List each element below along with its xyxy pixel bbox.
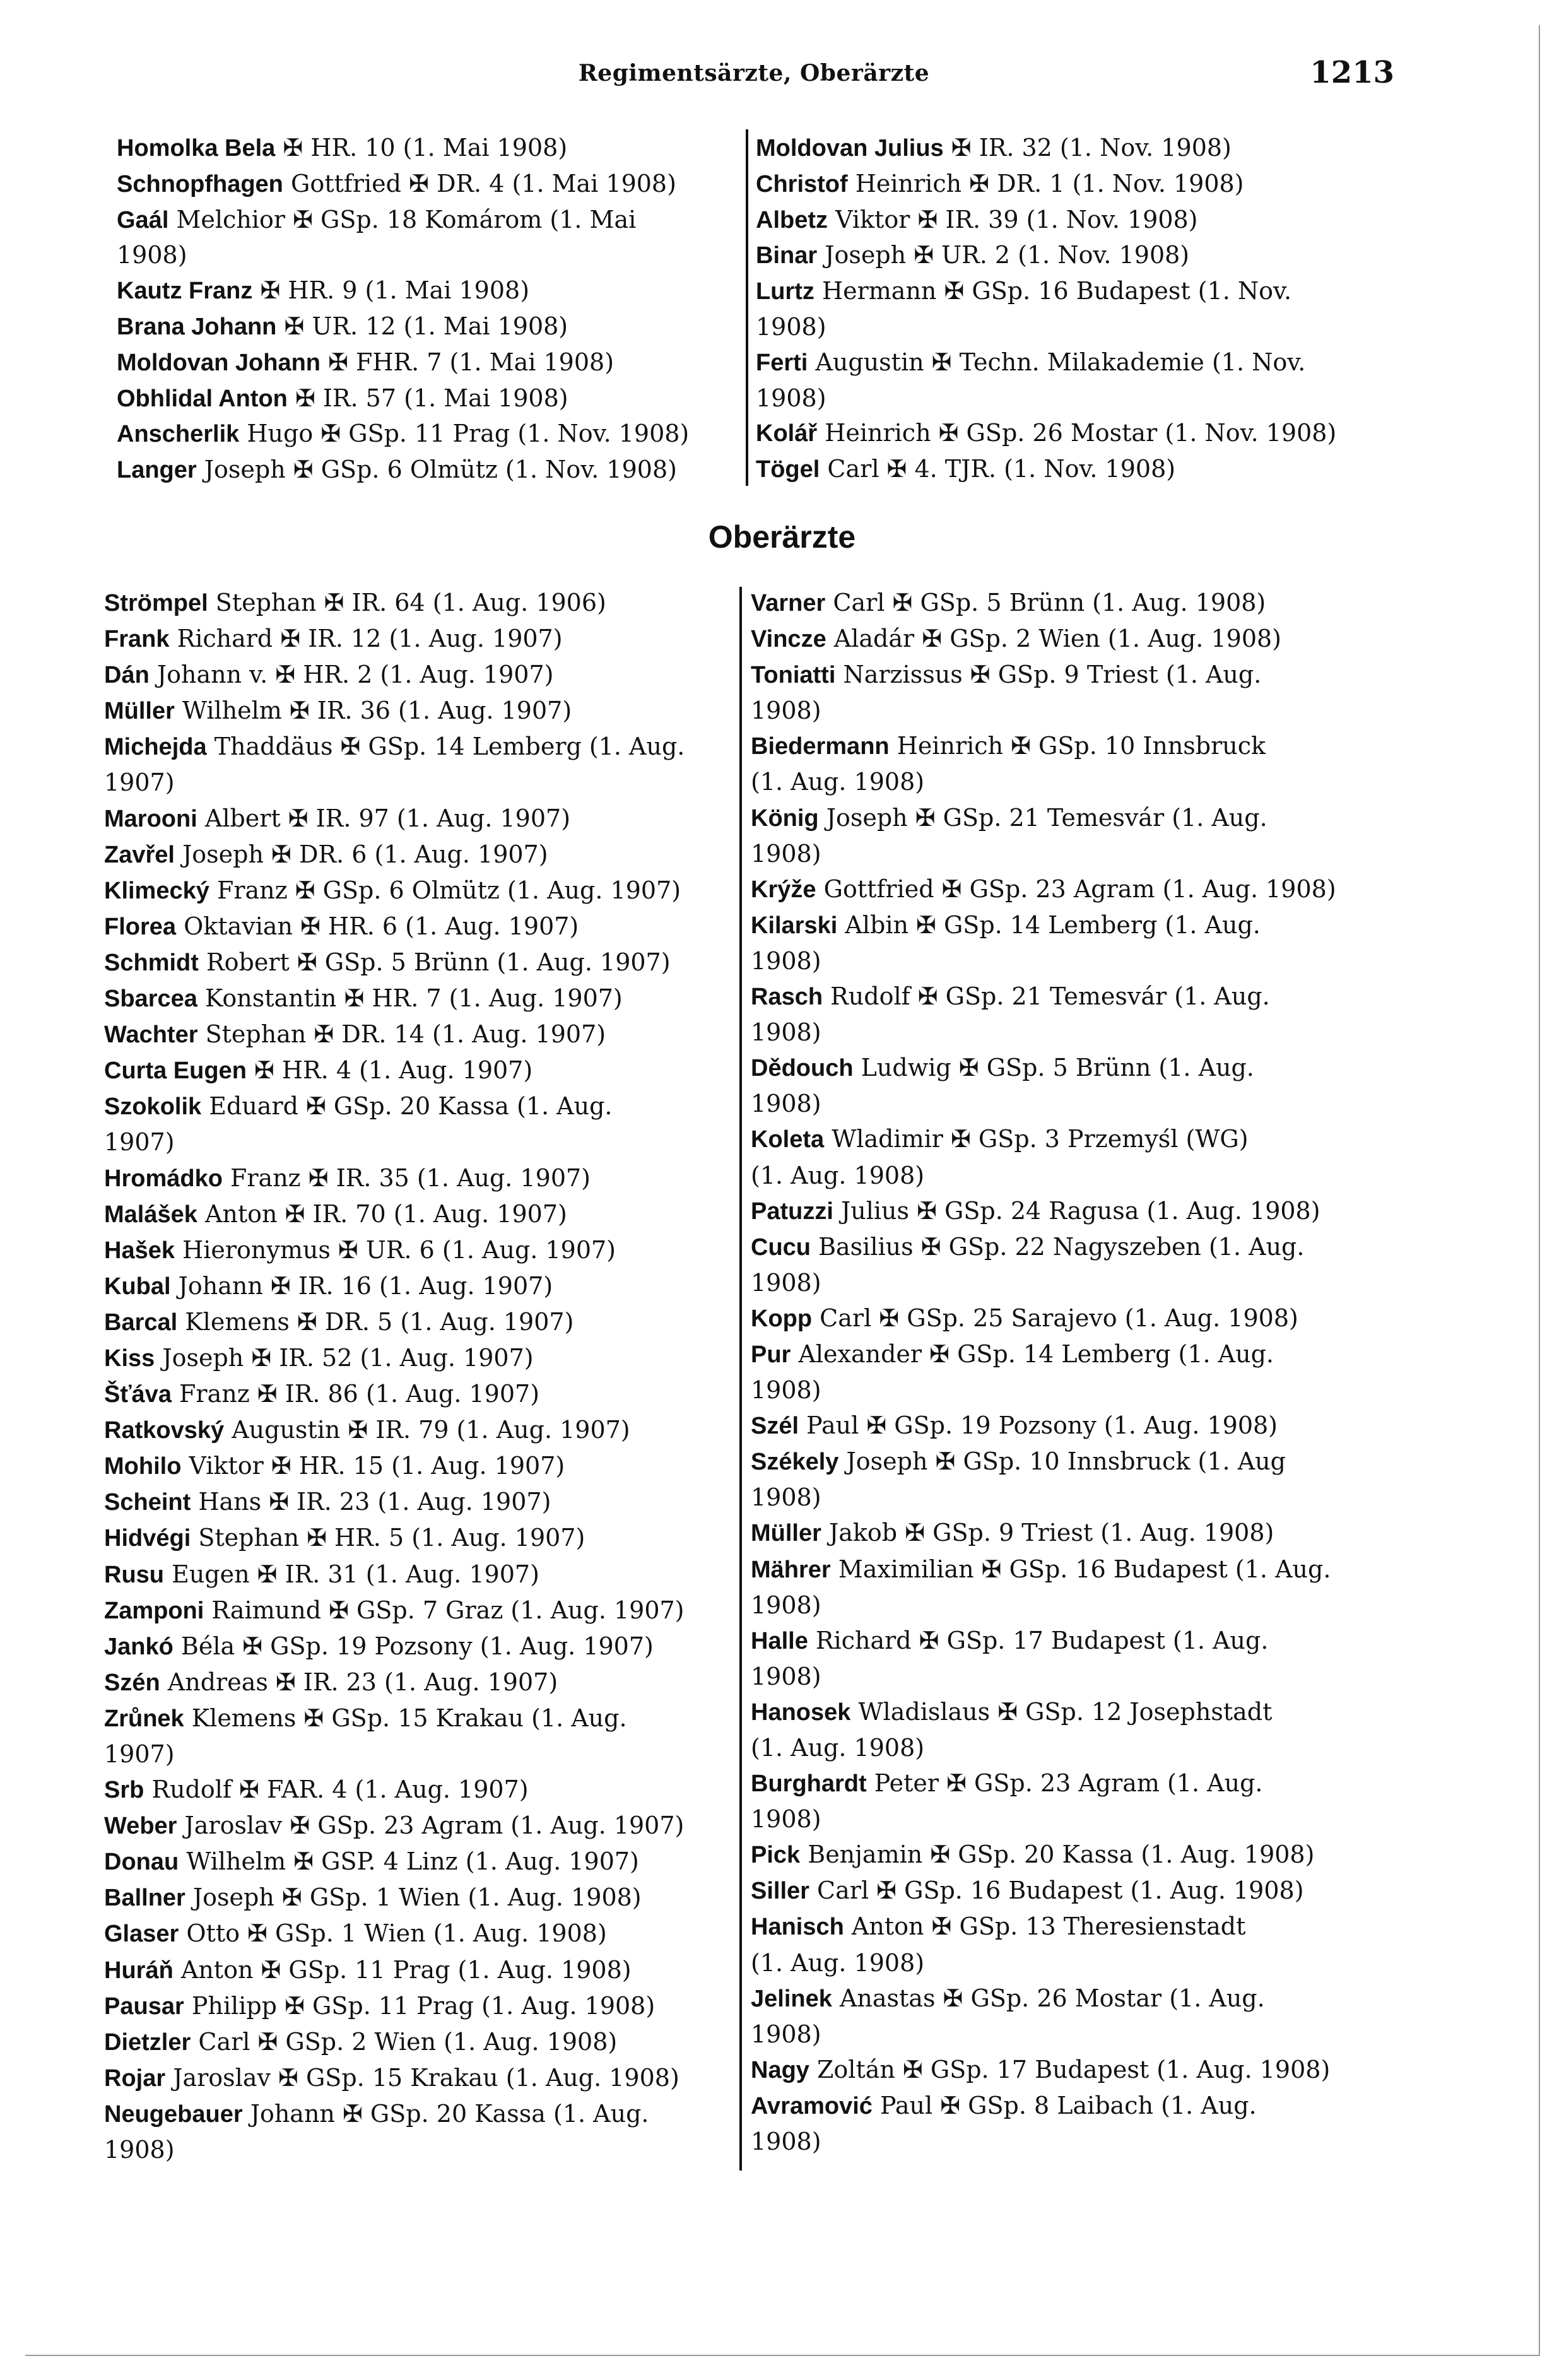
list-item xyxy=(117,452,738,488)
entry-continuation: 1908) xyxy=(756,312,826,341)
list-item xyxy=(751,1444,1397,1480)
entry-continuation: 1908) xyxy=(751,2020,821,2048)
officer-details: Otto ✠ GSp. 1 Wien (1. Aug. 1908) xyxy=(186,1919,607,1948)
entry-continuation: 1907) xyxy=(104,1128,175,1157)
officer-name: Müller xyxy=(104,698,175,725)
officer-name: Wachter xyxy=(104,1022,198,1049)
officer-details: Heinrich ✠ GSp. 10 Innsbruck xyxy=(897,732,1266,760)
officer-name: König xyxy=(751,804,819,832)
officer-details: ✠ HR. 4 (1. Aug. 1907) xyxy=(254,1056,533,1085)
officer-details: Gottfried ✠ GSp. 23 Agram (1. Aug. 1908) xyxy=(823,875,1336,903)
list-item xyxy=(104,909,735,945)
list-item xyxy=(104,1448,735,1484)
entry-continuation: 1907) xyxy=(104,769,175,797)
officer-name: Hanisch xyxy=(751,1914,844,1941)
officer-name: Toniatti xyxy=(751,662,836,689)
list-item xyxy=(756,345,1396,381)
list-item xyxy=(104,729,735,765)
officer-name: Kopp xyxy=(751,1305,813,1332)
page-header xyxy=(114,55,1394,104)
officer-details: Carl ✠ 4. TJR. (1. Nov. 1908) xyxy=(827,455,1176,483)
list-item xyxy=(751,1229,1397,1265)
list-item xyxy=(104,1772,735,1808)
officer-details: Alexander ✠ GSp. 14 Lemberg (1. Aug. xyxy=(798,1340,1274,1368)
officer-name: Rojar xyxy=(104,2065,166,2092)
officer-details: Johann v. ✠ HR. 2 (1. Aug. 1907) xyxy=(156,661,554,689)
officer-name: Weber xyxy=(104,1813,177,1840)
officer-name: Dědouch xyxy=(751,1055,854,1082)
officer-details: Paul ✠ GSp. 19 Pozsony (1. Aug. 1908) xyxy=(806,1411,1278,1440)
officer-name: Jelinek xyxy=(751,1985,832,2012)
officer-name: Cucu xyxy=(751,1234,811,1261)
officer-name: Biedermann xyxy=(751,733,890,760)
officer-details: Anton ✠ GSp. 11 Prag (1. Aug. 1908) xyxy=(180,1955,632,1984)
officer-name: Székely xyxy=(751,1449,839,1476)
officer-name: Schmidt xyxy=(104,949,199,976)
officer-name: Ratkovský xyxy=(104,1417,225,1444)
entry-continuation: 1908) xyxy=(751,1090,821,1118)
officer-details: Paul ✠ GSp. 8 Laibach (1. Aug. xyxy=(880,2091,1257,2119)
regimentsaerzte-column-left xyxy=(117,131,738,488)
officer-name: Neugebauer xyxy=(104,2100,243,2128)
officer-details: Hugo ✠ GSp. 11 Prag (1. Nov. 1908) xyxy=(247,420,690,448)
officer-details: Rudolf ✠ FAR. 4 (1. Aug. 1907) xyxy=(151,1776,529,1804)
entry-continuation: 1908) xyxy=(751,946,821,975)
oberaerzte-column-right xyxy=(751,585,1397,2159)
officer-name: Klimecký xyxy=(104,877,209,904)
officer-details: Andreas ✠ IR. 23 (1. Aug. 1907) xyxy=(167,1668,558,1696)
officer-name: Michejda xyxy=(104,734,207,761)
officer-name: Burghardt xyxy=(751,1770,867,1798)
officer-name: Dán xyxy=(104,662,150,689)
officer-details: Franz ✠ IR. 35 (1. Aug. 1907) xyxy=(230,1163,591,1192)
list-item xyxy=(117,416,738,452)
entry-continuation: 1908) xyxy=(117,241,187,269)
officer-details: Zoltán ✠ GSp. 17 Budapest (1. Aug. 1908) xyxy=(817,2055,1331,2083)
list-item xyxy=(751,1623,1397,1659)
officer-name: Ballner xyxy=(104,1885,185,1912)
officer-name: Jankó xyxy=(104,1633,173,1660)
list-item xyxy=(751,1909,1397,1945)
entry-continuation: 1908) xyxy=(751,1483,821,1512)
officer-details: Richard ✠ IR. 12 (1. Aug. 1907) xyxy=(177,625,563,653)
list-item xyxy=(104,1700,735,1736)
officer-name: Zamponi xyxy=(104,1597,204,1624)
officer-name: Dietzler xyxy=(104,2029,191,2056)
officer-name: Šťáva xyxy=(104,1381,172,1408)
entry-continuation: 1908) xyxy=(751,1591,821,1619)
entry-continuation: 1908) xyxy=(751,1268,821,1297)
officer-details: Julius ✠ GSp. 24 Ragusa (1. Aug. 1908) xyxy=(841,1196,1320,1225)
officer-details: Albert ✠ IR. 97 (1. Aug. 1907) xyxy=(204,804,571,832)
officer-name: Halle xyxy=(751,1627,808,1654)
list-item xyxy=(751,1552,1397,1588)
list-item xyxy=(756,452,1396,488)
officer-details: Narzissus ✠ GSp. 9 Triest (1. Aug. xyxy=(843,661,1262,689)
officer-details: Gottfried ✠ DR. 4 (1. Mai 1908) xyxy=(290,169,676,197)
officer-name: Huráň xyxy=(104,1957,173,1984)
officer-name: Siller xyxy=(751,1878,809,1905)
officer-details: Joseph ✠ UR. 2 (1. Nov. 1908) xyxy=(825,241,1190,269)
officer-details: Klemens ✠ GSp. 15 Krakau (1. Aug. xyxy=(191,1704,627,1732)
officer-details: Franz ✠ GSp. 6 Olmütz (1. Aug. 1907) xyxy=(216,876,681,904)
officer-details: Philipp ✠ GSp. 11 Prag (1. Aug. 1908) xyxy=(191,1991,656,2020)
officer-name: Glaser xyxy=(104,1921,179,1948)
officer-name: Kiss xyxy=(104,1345,155,1372)
list-item xyxy=(751,2088,1397,2124)
officer-details: Stephan ✠ HR. 5 (1. Aug. 1907) xyxy=(198,1524,585,1552)
officer-details: Wilhelm ✠ IR. 36 (1. Aug. 1907) xyxy=(182,697,572,725)
list-item xyxy=(117,381,738,417)
officer-name: Patuzzi xyxy=(751,1198,833,1225)
entry-continuation: 1908) xyxy=(751,1018,821,1047)
officer-details: Viktor ✠ IR. 39 (1. Nov. 1908) xyxy=(835,205,1198,233)
officer-name: Langer xyxy=(117,457,197,484)
entry-continuation: 1908) xyxy=(756,384,826,412)
officer-details: Hermann ✠ GSp. 16 Budapest (1. Nov. xyxy=(821,277,1292,305)
officer-name: Curta Eugen xyxy=(104,1057,247,1085)
list-item xyxy=(756,416,1396,452)
list-item xyxy=(751,2052,1397,2088)
officer-name: Pausar xyxy=(104,1993,184,2020)
regimentsaerzte-column-right xyxy=(756,131,1396,488)
list-item xyxy=(104,1304,735,1340)
list-item xyxy=(751,1837,1397,1873)
list-item xyxy=(104,981,735,1016)
list-item xyxy=(104,1412,735,1448)
officer-name: Kautz Franz xyxy=(117,278,253,305)
list-item xyxy=(104,1016,735,1052)
officer-details: Stephan ✠ IR. 64 (1. Aug. 1906) xyxy=(215,589,606,616)
officer-details: Oktavian ✠ HR. 6 (1. Aug. 1907) xyxy=(184,912,579,940)
officer-details: Wladislaus ✠ GSp. 12 Josephstadt xyxy=(858,1697,1273,1726)
officer-name: Varner xyxy=(751,590,826,616)
list-item xyxy=(751,657,1397,693)
list-item xyxy=(751,1981,1397,2017)
list-item xyxy=(751,1336,1397,1372)
officer-name: Frank xyxy=(104,626,170,653)
list-item xyxy=(751,1765,1397,1801)
officer-details: Jaroslav ✠ GSp. 23 Agram (1. Aug. 1907) xyxy=(184,1812,685,1840)
list-item xyxy=(117,309,738,345)
officer-name: Koleta xyxy=(751,1126,825,1153)
officer-details: Joseph ✠ GSp. 10 Innsbruck (1. Aug xyxy=(846,1447,1286,1476)
officer-details: Raimund ✠ GSp. 7 Graz (1. Aug. 1907) xyxy=(211,1596,685,1624)
officer-name: Binar xyxy=(756,242,818,269)
list-item xyxy=(756,167,1396,203)
officer-details: Konstantin ✠ HR. 7 (1. Aug. 1907) xyxy=(204,984,623,1013)
officer-name: Szokolik xyxy=(104,1093,202,1121)
list-item xyxy=(104,2096,735,2132)
list-item xyxy=(104,2024,735,2060)
list-item xyxy=(104,1088,735,1124)
list-item xyxy=(104,2060,735,2096)
list-item xyxy=(751,871,1397,907)
list-item xyxy=(104,1593,735,1629)
list-item xyxy=(117,273,738,309)
officer-details: Carl ✠ GSp. 5 Brünn (1. Aug. 1908) xyxy=(833,589,1266,616)
officer-details: Carl ✠ GSp. 2 Wien (1. Aug. 1908) xyxy=(198,2027,618,2056)
officer-details: Richard ✠ GSp. 17 Budapest (1. Aug. xyxy=(815,1626,1269,1654)
list-item xyxy=(104,1376,735,1412)
officer-name: Rasch xyxy=(751,984,823,1011)
officer-details: Heinrich ✠ DR. 1 (1. Nov. 1908) xyxy=(855,169,1244,197)
officer-details: Wladimir ✠ GSp. 3 Przemyśl (WG) xyxy=(832,1125,1249,1153)
list-item xyxy=(751,800,1397,836)
officer-details: Peter ✠ GSp. 23 Agram (1. Aug. xyxy=(874,1769,1263,1798)
entry-continuation: 1908) xyxy=(751,839,821,868)
officer-name: Sbarcea xyxy=(104,986,197,1013)
officer-name: Hromádko xyxy=(104,1165,223,1192)
officer-name: Scheint xyxy=(104,1489,191,1516)
officer-name: Pick xyxy=(751,1842,801,1869)
entry-continuation: 1907) xyxy=(104,1740,175,1768)
officer-name: Homolka Bela xyxy=(117,135,276,162)
list-item xyxy=(104,1052,735,1088)
officer-name: Malášek xyxy=(104,1201,197,1228)
list-item xyxy=(104,1196,735,1232)
officer-details: Wilhelm ✠ GSP. 4 Linz (1. Aug. 1907) xyxy=(186,1847,639,1876)
list-item xyxy=(104,1988,735,2024)
officer-name: Tögel xyxy=(756,456,820,483)
list-item xyxy=(117,345,738,381)
list-item xyxy=(104,801,735,837)
officer-name: Moldovan Julius xyxy=(756,135,944,162)
officer-name: Rusu xyxy=(104,1561,164,1588)
officer-details: Aladár ✠ GSp. 2 Wien (1. Aug. 1908) xyxy=(833,625,1281,653)
list-item xyxy=(104,657,735,693)
officer-details: Joseph ✠ GSp. 21 Temesvár (1. Aug. xyxy=(826,803,1267,832)
list-item xyxy=(751,1121,1397,1157)
list-item xyxy=(751,1873,1397,1909)
entry-continuation: 1908) xyxy=(751,697,821,725)
list-item xyxy=(751,1300,1397,1336)
officer-details: Carl ✠ GSp. 25 Sarajevo (1. Aug. 1908) xyxy=(820,1304,1298,1332)
officer-name: Anscherlik xyxy=(117,421,240,448)
officer-name: Mährer xyxy=(751,1556,831,1583)
list-item xyxy=(751,1694,1397,1730)
oberaerzte-column-left xyxy=(104,585,735,2167)
officer-name: Hidvégi xyxy=(104,1525,191,1552)
list-item xyxy=(104,837,735,873)
officer-details: Rudolf ✠ GSp. 21 Temesvár (1. Aug. xyxy=(830,982,1270,1011)
officer-details: Béla ✠ GSp. 19 Pozsony (1. Aug. 1907) xyxy=(180,1632,654,1660)
officer-name: Kubal xyxy=(104,1273,171,1300)
list-item xyxy=(104,1844,735,1880)
list-item xyxy=(104,873,735,909)
officer-details: Jakob ✠ GSp. 9 Triest (1. Aug. 1908) xyxy=(829,1519,1274,1547)
officer-details: Klemens ✠ DR. 5 (1. Aug. 1907) xyxy=(185,1307,574,1336)
officer-details: Joseph ✠ GSp. 6 Olmütz (1. Nov. 1908) xyxy=(204,456,677,484)
list-item xyxy=(104,1880,735,1916)
list-item xyxy=(751,728,1397,764)
list-item xyxy=(756,238,1396,274)
list-item xyxy=(117,203,738,239)
officer-details: Hans ✠ IR. 23 (1. Aug. 1907) xyxy=(198,1488,551,1516)
officer-name: Avramović xyxy=(751,2092,873,2119)
officer-name: Gaál xyxy=(117,206,169,233)
officer-name: Ferti xyxy=(756,349,808,376)
officer-name: Hanosek xyxy=(751,1699,851,1726)
list-item xyxy=(751,1515,1397,1551)
officer-name: Albetz xyxy=(756,206,828,233)
entry-continuation: 1908) xyxy=(751,1662,821,1690)
list-item xyxy=(104,1952,735,1988)
entry-continuation: 1908) xyxy=(104,2136,175,2164)
list-item xyxy=(751,907,1397,943)
officer-details: Johann ✠ IR. 16 (1. Aug. 1907) xyxy=(178,1271,553,1300)
officer-name: Brana Johann xyxy=(117,313,277,340)
officer-details: Maximilian ✠ GSp. 16 Budapest (1. Aug. xyxy=(838,1555,1331,1583)
officer-details: Eugen ✠ IR. 31 (1. Aug. 1907) xyxy=(172,1560,539,1588)
officer-name: Lurtz xyxy=(756,278,814,305)
column-divider-top xyxy=(746,129,748,486)
officer-name: Obhlidal Anton xyxy=(117,385,288,412)
list-item xyxy=(104,1232,735,1268)
list-item xyxy=(104,1664,735,1700)
officer-name: Mohilo xyxy=(104,1453,182,1480)
list-item xyxy=(104,1916,735,1952)
officer-details: Thaddäus ✠ GSp. 14 Lemberg (1. Aug. xyxy=(214,733,685,761)
officer-details: ✠ IR. 57 (1. Mai 1908) xyxy=(295,384,568,412)
officer-details: Heinrich ✠ GSp. 26 Mostar (1. Nov. 1908) xyxy=(825,419,1337,447)
officer-name: Barcal xyxy=(104,1309,178,1336)
entry-continuation: (1. Aug. 1908) xyxy=(751,1161,925,1189)
column-divider-bottom xyxy=(739,587,742,2171)
officer-details: ✠ IR. 32 (1. Nov. 1908) xyxy=(951,134,1232,162)
officer-details: Albin ✠ GSp. 14 Lemberg (1. Aug. xyxy=(845,910,1261,939)
list-item xyxy=(756,203,1396,239)
officer-name: Florea xyxy=(104,913,177,940)
officer-details: Eduard ✠ GSp. 20 Kassa (1. Aug. xyxy=(209,1092,613,1121)
entry-continuation: 1908) xyxy=(751,2128,821,2156)
officer-details: Melchior ✠ GSp. 18 Komárom (1. Mai xyxy=(176,205,637,233)
officer-details: Johann ✠ GSp. 20 Kassa (1. Aug. xyxy=(250,2099,649,2128)
officer-details: Basilius ✠ GSp. 22 Nagyszeben (1. Aug. xyxy=(818,1232,1305,1261)
officer-details: ✠ HR. 10 (1. Mai 1908) xyxy=(283,134,568,162)
list-item xyxy=(756,131,1396,167)
officer-details: Hieronymus ✠ UR. 6 (1. Aug. 1907) xyxy=(182,1235,616,1264)
officer-name: Christof xyxy=(756,170,848,197)
officer-details: Joseph ✠ IR. 52 (1. Aug. 1907) xyxy=(162,1343,534,1372)
list-item xyxy=(117,131,738,167)
list-item xyxy=(104,1268,735,1304)
officer-details: Viktor ✠ HR. 15 (1. Aug. 1907) xyxy=(189,1452,565,1480)
officer-name: Schnopfhagen xyxy=(117,170,283,197)
list-item xyxy=(104,1808,735,1844)
officer-name: Kilarski xyxy=(751,912,838,939)
officer-details: Anastas ✠ GSp. 26 Mostar (1. Aug. xyxy=(839,1984,1265,2012)
officer-name: Hašek xyxy=(104,1237,175,1264)
officer-details: ✠ UR. 12 (1. Mai 1908) xyxy=(284,312,568,340)
officer-details: Franz ✠ IR. 86 (1. Aug. 1907) xyxy=(179,1380,540,1408)
officer-details: ✠ HR. 9 (1. Mai 1908) xyxy=(260,276,530,305)
officer-details: Benjamin ✠ GSp. 20 Kassa (1. Aug. 1908) xyxy=(808,1841,1315,1869)
officer-details: Robert ✠ GSp. 5 Brünn (1. Aug. 1907) xyxy=(206,948,671,976)
list-item xyxy=(751,1050,1397,1086)
entry-continuation: (1. Aug. 1908) xyxy=(751,1734,925,1762)
officer-details: Anton ✠ IR. 70 (1. Aug. 1907) xyxy=(204,1199,567,1228)
officer-name: Marooni xyxy=(104,805,197,832)
list-item xyxy=(104,1160,735,1196)
list-item xyxy=(104,693,735,729)
list-item xyxy=(751,1193,1397,1229)
list-item xyxy=(104,945,735,981)
list-item xyxy=(104,585,735,621)
officer-details: Ludwig ✠ GSp. 5 Brünn (1. Aug. xyxy=(861,1054,1254,1082)
entry-continuation: (1. Aug. 1908) xyxy=(751,1948,925,1977)
list-item xyxy=(104,1340,735,1376)
officer-name: Zrůnek xyxy=(104,1705,184,1732)
list-item xyxy=(104,621,735,657)
entry-continuation: 1908) xyxy=(751,1805,821,1834)
officer-name: Szél xyxy=(751,1413,799,1440)
officer-name: Zavřel xyxy=(104,841,175,868)
officer-details: Anton ✠ GSp. 13 Theresienstadt xyxy=(851,1912,1246,1941)
officer-name: Vincze xyxy=(751,626,826,653)
officer-name: Donau xyxy=(104,1849,179,1876)
officer-name: Moldovan Johann xyxy=(117,349,320,376)
officer-details: Augustin ✠ Techn. Milakademie (1. Nov. xyxy=(815,348,1306,376)
list-item xyxy=(104,1484,735,1520)
officer-name: Pur xyxy=(751,1341,791,1368)
officer-name: Szén xyxy=(104,1669,160,1696)
list-item xyxy=(751,621,1397,657)
officer-details: Augustin ✠ IR. 79 (1. Aug. 1907) xyxy=(232,1416,630,1444)
entry-continuation: 1908) xyxy=(751,1376,821,1405)
officer-name: Müller xyxy=(751,1520,821,1547)
officer-details: Carl ✠ GSp. 16 Budapest (1. Aug. 1908) xyxy=(817,1876,1304,1905)
officer-details: Joseph ✠ GSp. 1 Wien (1. Aug. 1908) xyxy=(192,1883,642,1912)
list-item xyxy=(751,979,1397,1015)
officer-details: Stephan ✠ DR. 14 (1. Aug. 1907) xyxy=(205,1020,606,1049)
officer-details: Joseph ✠ DR. 6 (1. Aug. 1907) xyxy=(182,840,548,868)
officer-name: Srb xyxy=(104,1777,144,1804)
running-title: Regimentsärzte, Oberärzte xyxy=(578,60,930,86)
officer-name: Krýže xyxy=(751,876,816,903)
page-number: 1213 xyxy=(1310,55,1394,90)
officer-name: Nagy xyxy=(751,2056,809,2083)
entry-continuation: (1. Aug. 1908) xyxy=(751,768,925,796)
officer-name: Kolář xyxy=(756,420,818,447)
list-item xyxy=(751,1408,1397,1444)
list-item xyxy=(117,167,738,203)
list-item xyxy=(104,1520,735,1556)
list-item xyxy=(751,585,1397,621)
officer-details: ✠ FHR. 7 (1. Mai 1908) xyxy=(328,348,614,376)
officer-name: Strömpel xyxy=(104,590,208,616)
officer-details: Jaroslav ✠ GSp. 15 Krakau (1. Aug. 1908) xyxy=(173,2063,679,2092)
section-title-oberaerzte: Oberärzte xyxy=(708,519,856,555)
list-item xyxy=(756,274,1396,310)
list-item xyxy=(104,1557,735,1593)
list-item xyxy=(104,1629,735,1664)
